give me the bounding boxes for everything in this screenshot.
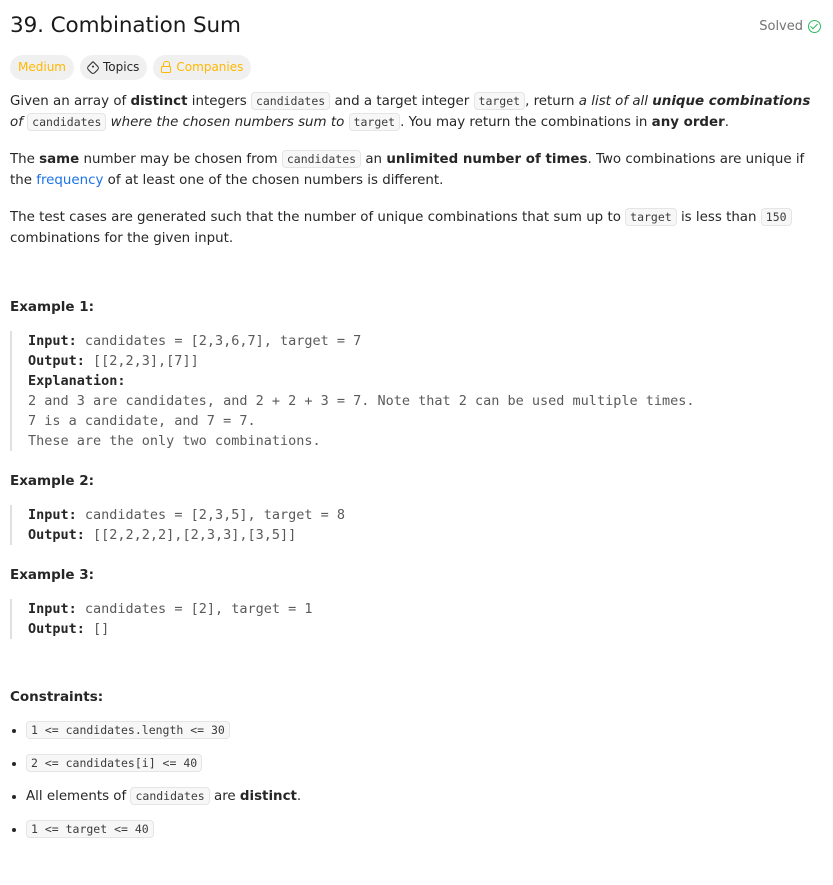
text: is less than [676, 210, 761, 225]
constraint-item [26, 720, 823, 741]
example-2 [10, 471, 823, 545]
solved-label: Solved [759, 18, 803, 34]
text: an [361, 152, 387, 167]
text: The test cases are generated such that the number of unique combinations that sum up to [10, 210, 626, 225]
input-label: Input: [28, 507, 77, 523]
example-output [28, 351, 823, 371]
inline-code: candidates [251, 92, 330, 110]
text: integers [187, 94, 251, 109]
inline-code: target [474, 92, 526, 110]
inline-code: target [349, 113, 401, 131]
input-value: candidates = [2,3,5], target = 8 [76, 507, 345, 523]
italic-text: a list of all [578, 94, 653, 109]
frequency-link[interactable]: frequency [36, 173, 104, 188]
example-output [28, 619, 823, 639]
example-input [28, 331, 823, 351]
output-value: [[2,2,3],[7]] [84, 353, 199, 369]
example-block [10, 331, 823, 451]
solved-status [759, 16, 821, 37]
bold-italic-text: unique combinations [652, 94, 811, 109]
inline-code: 2 <= candidates[i] <= 40 [26, 754, 202, 772]
inline-code: 150 [761, 208, 792, 226]
description-paragraph-3 [10, 207, 823, 249]
problem-title[interactable]: 39. Combination Sum [10, 13, 241, 38]
example-1 [10, 297, 823, 451]
check-circle-icon [808, 20, 821, 33]
italic-text: where the chosen numbers sum to [106, 115, 349, 130]
text: , return [525, 94, 579, 109]
text: number may be chosen from [79, 152, 282, 167]
output-label: Output: [28, 621, 85, 637]
bold-text: distinct [239, 789, 297, 804]
inline-code: candidates [130, 787, 209, 805]
text: and a target integer [330, 94, 474, 109]
text: are [209, 789, 240, 804]
description-paragraph-1 [10, 91, 823, 133]
example-block [10, 599, 823, 639]
output-label: Output: [28, 527, 85, 543]
input-label: Input: [28, 601, 77, 617]
text: of at least one of the chosen numbers is different. [103, 173, 444, 188]
input-value: candidates = [2,3,6,7], target = 7 [76, 333, 362, 349]
example-title: Example 1: [10, 299, 95, 315]
explanation-line: 7 is a candidate, and 7 = 7. [28, 413, 256, 429]
output-value: [[2,2,2,2],[2,3,3],[3,5]] [84, 527, 297, 543]
inline-code: candidates [282, 150, 361, 168]
example-3 [10, 565, 823, 639]
text: Given an array of [10, 94, 131, 109]
explanation-line: 2 and 3 are candidates, and 2 + 2 + 3 = 7. Note that 2 can be used multiple times. [28, 393, 695, 409]
text: . Two combinations are unique if the [10, 152, 805, 188]
constraint-item [26, 819, 823, 840]
example-title: Example 3: [10, 567, 95, 583]
text: The [10, 152, 40, 167]
bold-text: same [39, 152, 80, 167]
difficulty-badge: Medium [10, 55, 74, 80]
example-title: Example 2: [10, 473, 95, 489]
lock-icon [161, 66, 171, 73]
example-output [28, 525, 823, 545]
constraints-title: Constraints: [10, 689, 104, 705]
output-value: [] [84, 621, 110, 637]
example-block [10, 505, 823, 545]
inline-code: 1 <= target <= 40 [26, 820, 154, 838]
bold-text: any order [651, 115, 725, 130]
text: . You may return the combinations in [400, 115, 652, 130]
inline-code: candidates [27, 113, 106, 131]
problem-header [10, 0, 823, 52]
explanation-line: These are the only two combinations. [28, 433, 321, 449]
input-label: Input: [28, 333, 77, 349]
output-label: Output: [28, 353, 85, 369]
example-input [28, 505, 823, 525]
text: . [724, 115, 729, 130]
constraint-item [26, 753, 823, 774]
inline-code: target [625, 208, 677, 226]
description-paragraph-2 [10, 149, 823, 191]
companies-label: Companies [176, 60, 244, 74]
topics-button[interactable] [80, 55, 147, 80]
example-explanation [28, 371, 823, 391]
constraint-item [26, 786, 823, 807]
text: . [296, 789, 302, 804]
topics-label: Topics [102, 60, 140, 74]
tag-icon [86, 60, 100, 74]
tag-row [10, 55, 823, 80]
text: combinations for the given input. [10, 231, 234, 246]
text: All elements of [26, 789, 131, 804]
companies-button[interactable] [153, 55, 251, 80]
explanation-label: Explanation: [28, 373, 126, 389]
bold-text: unlimited number of times [386, 152, 588, 167]
input-value: candidates = [2], target = 1 [76, 601, 313, 617]
constraints-list [10, 720, 823, 840]
bold-text: distinct [130, 94, 188, 109]
italic-text: of [10, 115, 28, 130]
inline-code: 1 <= candidates.length <= 30 [26, 721, 230, 739]
example-input [28, 599, 823, 619]
problem-statement [10, 91, 823, 249]
